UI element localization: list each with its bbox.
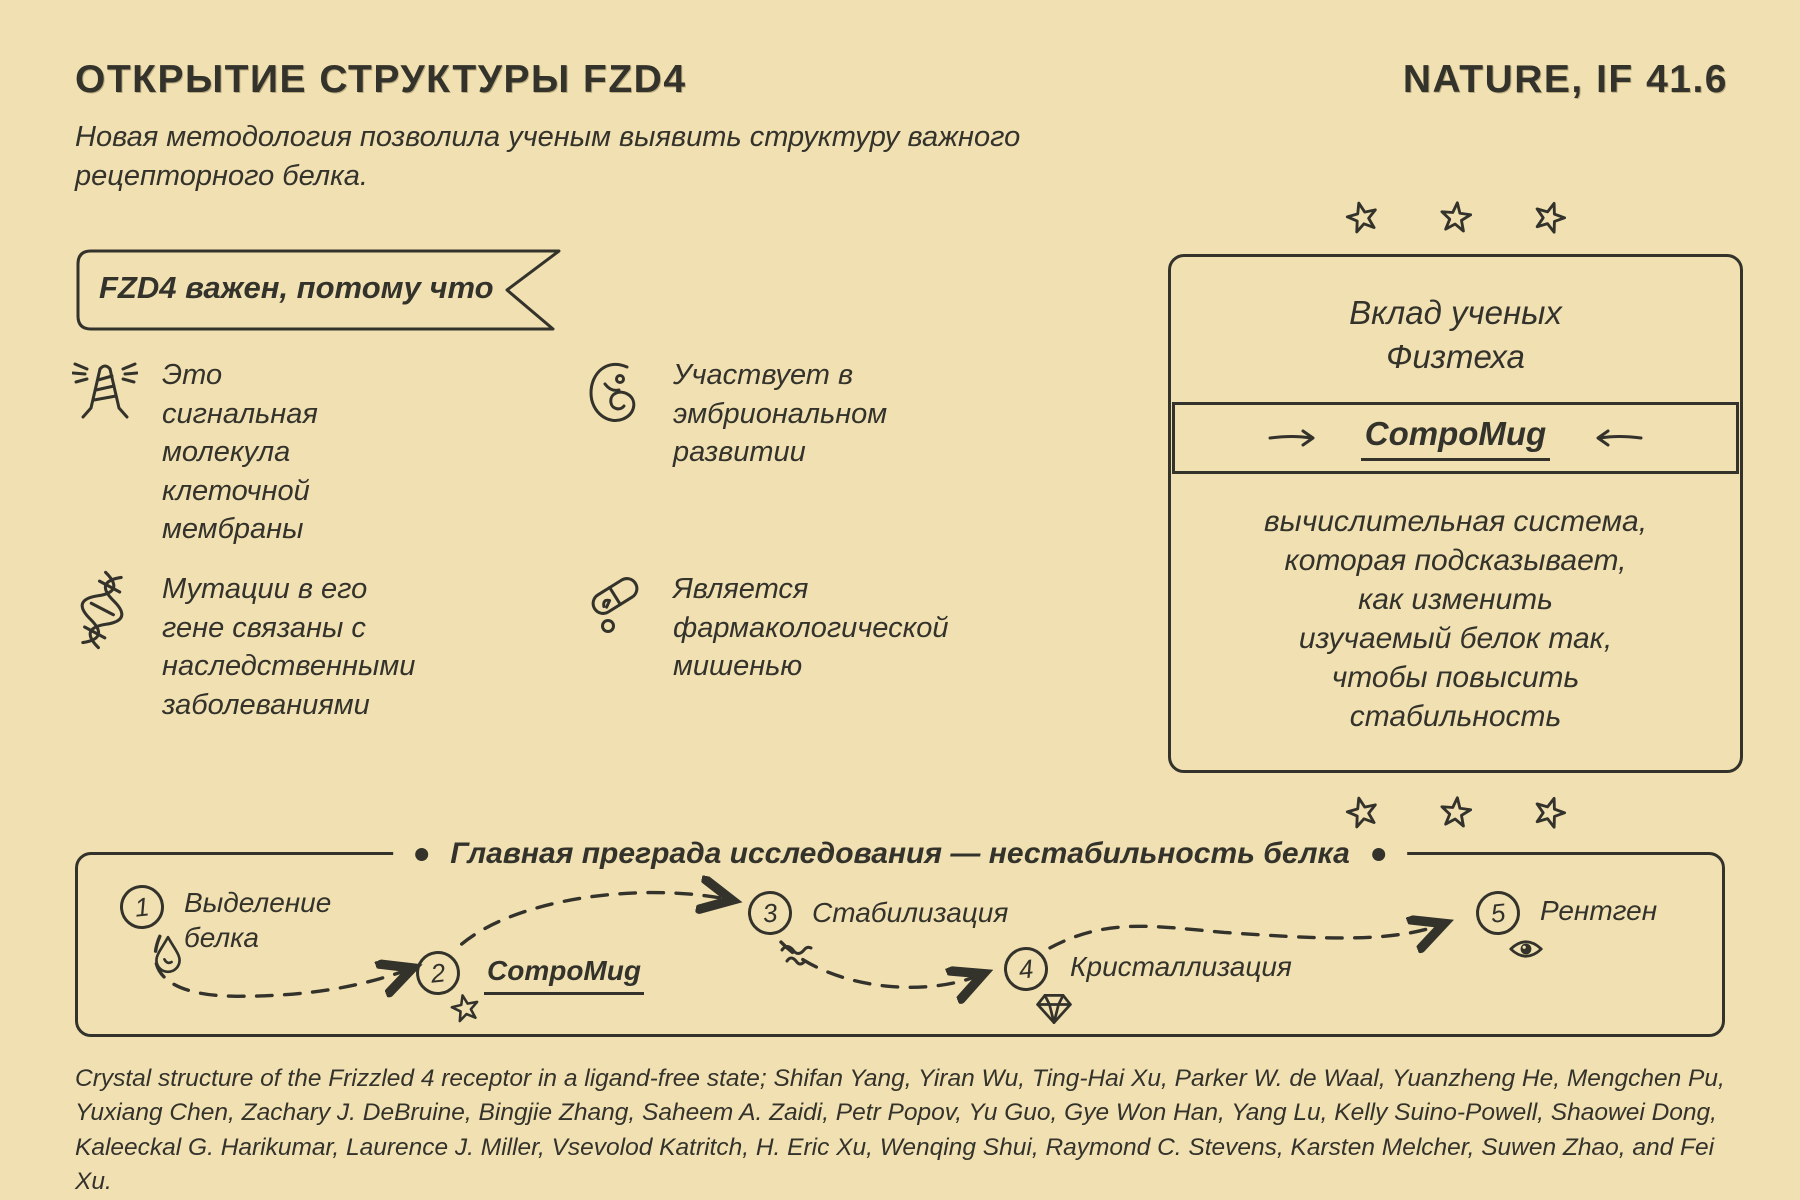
star-icon <box>1343 791 1381 833</box>
dna-icon <box>72 570 138 724</box>
description-line: изучаемый белок так, <box>1298 622 1613 656</box>
reason-text: Мутации в его гене связаны с наследственными заболеваниями <box>162 573 416 721</box>
star-icon <box>1437 196 1475 238</box>
step-label: CompoMug <box>484 953 644 995</box>
step-number-badge: 3 <box>746 889 794 937</box>
page-title: ОТКРЫТИЕ СТРУКТУРЫ FZD4 <box>75 58 687 101</box>
reason-text: Участвует в эмбриональном развитии <box>673 359 888 469</box>
eye-icon <box>1508 937 1544 961</box>
contribution-description <box>1189 502 1722 736</box>
diamond-icon <box>1034 991 1074 1027</box>
embryo-icon <box>583 356 649 472</box>
stars-row-top <box>1168 196 1743 238</box>
citation-text: Crystal structure of the Frizzled 4 receptor in a ligand-free state; Shifan Yang, Yiran Wu, Ting-Hai Xu, Parker W. de Waal, Yuanzheng He, Mengchen Pu, Yuxiang Chen, Zachary J. DeBruine, Bingjie Zhang, Saheem A. Zaidi, Petr Popov, Yu Guo, Gye Won Han, Yang Lu, Kelly Suino-Powell, Shaowei Dong, Kaleeckal G. Harikumar, Laurence J. Miller, Vsevolod Katritch, H. Eric Xu, Wenqing Shui, Raymond C. Stevens, Karsten Melcher, Suwen Zhao, and Fei Xu. <box>75 1065 1725 1195</box>
star-icon <box>448 989 482 1025</box>
contribution-box <box>1168 254 1743 773</box>
step-label: Рентген <box>1540 895 1658 926</box>
process-box <box>75 837 1725 1037</box>
reason-text: Это сигнальная молекула клеточной мембраны <box>162 359 318 546</box>
step-number-badge: 1 <box>118 883 166 931</box>
description-line: как изменить <box>1358 583 1553 617</box>
contribution-title-line: Физтеха <box>1386 337 1525 375</box>
contribution-title <box>1189 291 1722 378</box>
arrow-right-icon <box>1267 427 1319 449</box>
star-icon <box>1531 196 1569 238</box>
reason-item-signal <box>72 356 377 549</box>
reason-item-dna <box>72 570 432 724</box>
step-label: Кристаллизация <box>1070 951 1292 982</box>
radio-tower-icon <box>72 356 138 549</box>
description-line: вычислительная система, <box>1263 505 1648 539</box>
step-number-badge: 4 <box>1002 945 1050 993</box>
process-step-3 <box>748 891 1009 935</box>
arrow-left-icon <box>1592 427 1644 449</box>
process-step-5 <box>1476 891 1658 935</box>
droplet-icon <box>152 933 184 975</box>
process-step-1 <box>120 885 332 953</box>
journal-badge: NATURE, IF 41.6 <box>1402 58 1728 101</box>
step-number-badge: 5 <box>1474 889 1522 937</box>
compomug-band <box>1172 402 1739 474</box>
description-line: которая подсказывает, <box>1284 544 1627 578</box>
stars-row-bottom <box>1168 791 1743 833</box>
process-step-2 <box>416 951 641 995</box>
compomug-badge: CompoMug <box>1361 415 1550 461</box>
process-title: Главная преграда исследования — нестабильность белка <box>393 832 1407 876</box>
step-label: Выделение белка <box>184 887 332 953</box>
star-icon <box>1343 196 1381 238</box>
reason-item-pill <box>583 570 973 686</box>
reasons-ribbon <box>75 248 575 332</box>
star-icon <box>1531 791 1569 833</box>
reason-item-embryo <box>583 356 928 472</box>
step-number-badge: 2 <box>414 949 462 997</box>
description-line: чтобы повысить <box>1331 661 1580 695</box>
star-icon <box>1437 791 1475 833</box>
description-line: стабильность <box>1349 700 1562 734</box>
squiggle-icon <box>778 941 816 969</box>
reason-text: Является фармакологической мишенью <box>673 573 949 683</box>
contribution-title-line: Вклад ученых <box>1349 294 1562 331</box>
process-step-4 <box>1004 947 1292 991</box>
ribbon-label: FZD4 важен, потому что <box>99 270 494 305</box>
subtitle: Новая методология позволила ученым выявить структуру важного рецепторного белка. <box>75 121 1021 192</box>
contribution-panel <box>1168 196 1743 833</box>
pill-icon <box>583 570 649 686</box>
step-label: Стабилизация <box>812 897 1009 928</box>
